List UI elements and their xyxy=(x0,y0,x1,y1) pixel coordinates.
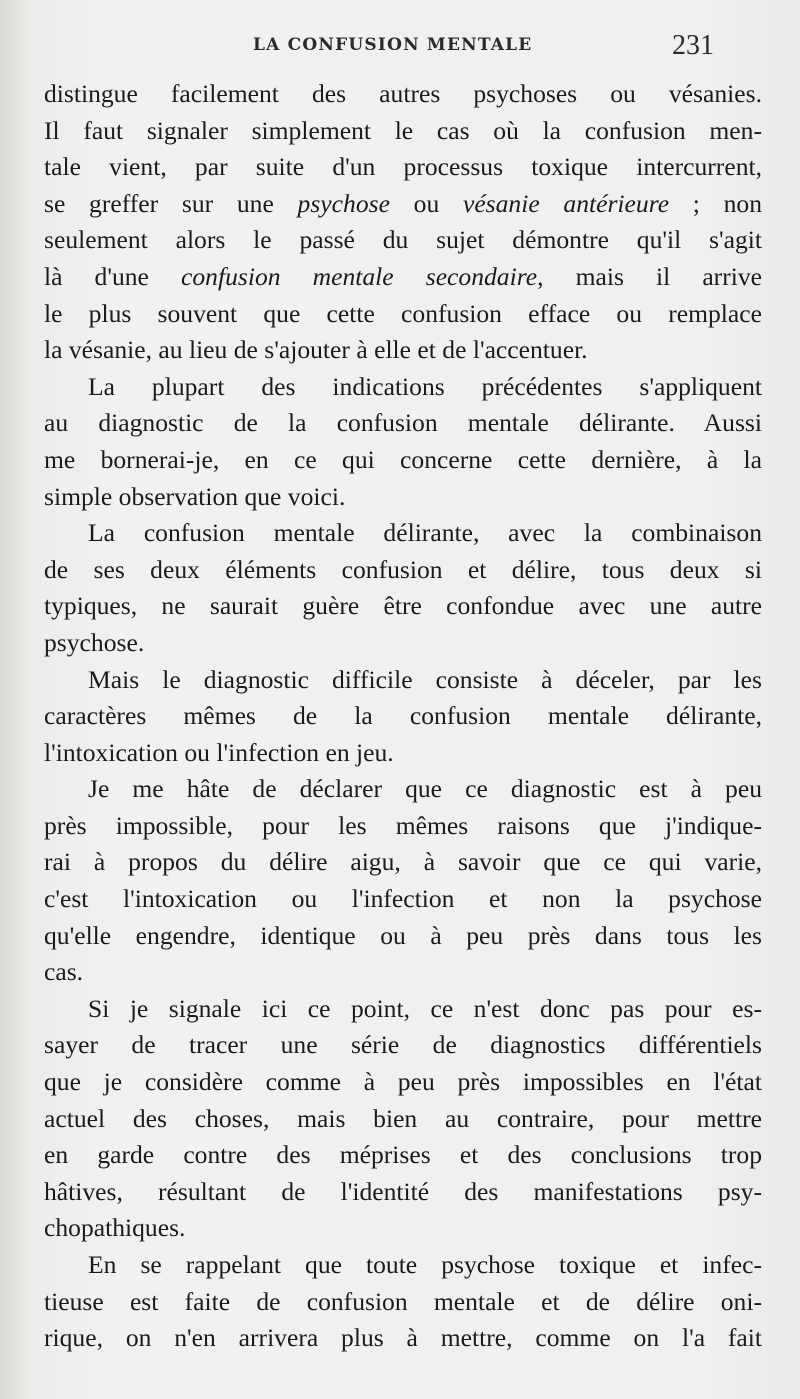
text-line: hâtives, résultant de l'identité des manifestations psy- xyxy=(44,1176,762,1206)
text-line: chopathiques. xyxy=(44,1213,186,1243)
text-line: actuel des choses, mais bien au contraire, pour mettre xyxy=(44,1103,762,1133)
text-line: qu'elle engendre, identique ou à peu près dans tous les xyxy=(44,920,762,950)
text-line: La confusion mentale délirante, avec la combinaison xyxy=(88,518,762,548)
text-line: cas. xyxy=(44,957,84,987)
text-line: le plus souvent que cette confusion efface ou remplace xyxy=(44,298,762,328)
text-line: Il faut signaler simplement le cas où la confusion men- xyxy=(44,115,762,145)
paragraph-3 xyxy=(44,515,762,661)
paragraph-2 xyxy=(44,369,762,515)
paragraph-5 xyxy=(44,771,762,991)
text-line: rai à propos du délire aigu, à savoir que ce qui varie, xyxy=(44,847,762,877)
text-line: psychose. xyxy=(44,627,145,657)
page-number: 231 xyxy=(672,30,714,61)
text-line: que je considère comme à peu près impossibles en l'état xyxy=(44,1067,762,1097)
text-line: rique, on n'en arrivera plus à mettre, comme on l'a fait xyxy=(44,1323,762,1353)
paragraph-6 xyxy=(44,991,762,1247)
paragraph-4 xyxy=(44,662,762,772)
text-line: distingue facilement des autres psychoses ou vésanies. xyxy=(44,79,762,108)
text-line: seulement alors le passé du sujet démontre qu'il s'agit xyxy=(44,225,762,255)
page-header xyxy=(0,30,800,70)
text-line: Je me hâte de déclarer que ce diagnostic est à peu xyxy=(88,774,762,804)
text-line: l'intoxication ou l'infection en jeu. xyxy=(44,737,394,767)
text-line: près impossible, pour les mêmes raisons que j'indique- xyxy=(44,810,762,840)
text-line: caractères mêmes de la confusion mentale délirante, xyxy=(44,701,762,731)
text-line: au diagnostic de la confusion mentale délirante. Aussi xyxy=(44,408,762,438)
text-line: Mais le diagnostic difficile consiste à déceler, par les xyxy=(88,664,762,694)
body-text xyxy=(44,76,762,1357)
text-line: se greffer sur une psychose ou vésanie antérieure ; non xyxy=(44,188,762,218)
text-line: là d'une confusion mentale secondaire, mais il arrive xyxy=(44,261,762,291)
text-line: en garde contre des méprises et des conclusions trop xyxy=(44,1140,762,1170)
text-line: typiques, ne saurait guère être confondue avec une autre xyxy=(44,591,762,621)
text-line: tale vient, par suite d'un processus toxique intercurrent, xyxy=(44,152,762,182)
text-line: sayer de tracer une série de diagnostics différentiels xyxy=(44,1030,762,1060)
text-line: La plupart des indications précédentes s'appliquent xyxy=(88,371,762,401)
text-line: la vésanie, au lieu de s'ajouter à elle et de l'accentuer. xyxy=(44,335,588,365)
text-line: me bornerai-je, en ce qui concerne cette dernière, à la xyxy=(44,444,762,474)
text-line: de ses deux éléments confusion et délire, tous deux si xyxy=(44,554,762,584)
text-line: En se rappelant que toute psychose toxique et infec- xyxy=(88,1250,762,1279)
text-line: c'est l'intoxication ou l'infection et non la psychose xyxy=(44,884,762,914)
text-line: Si je signale ici ce point, ce n'est donc pas pour es- xyxy=(88,993,762,1023)
running-title: LA CONFUSION MENTALE xyxy=(253,35,533,55)
text-line: simple observation que voici. xyxy=(44,481,346,511)
paragraph-7 xyxy=(44,1247,762,1357)
text-line: tieuse est faite de confusion mentale et de délire oni- xyxy=(44,1286,762,1316)
paragraph-1 xyxy=(44,76,762,369)
